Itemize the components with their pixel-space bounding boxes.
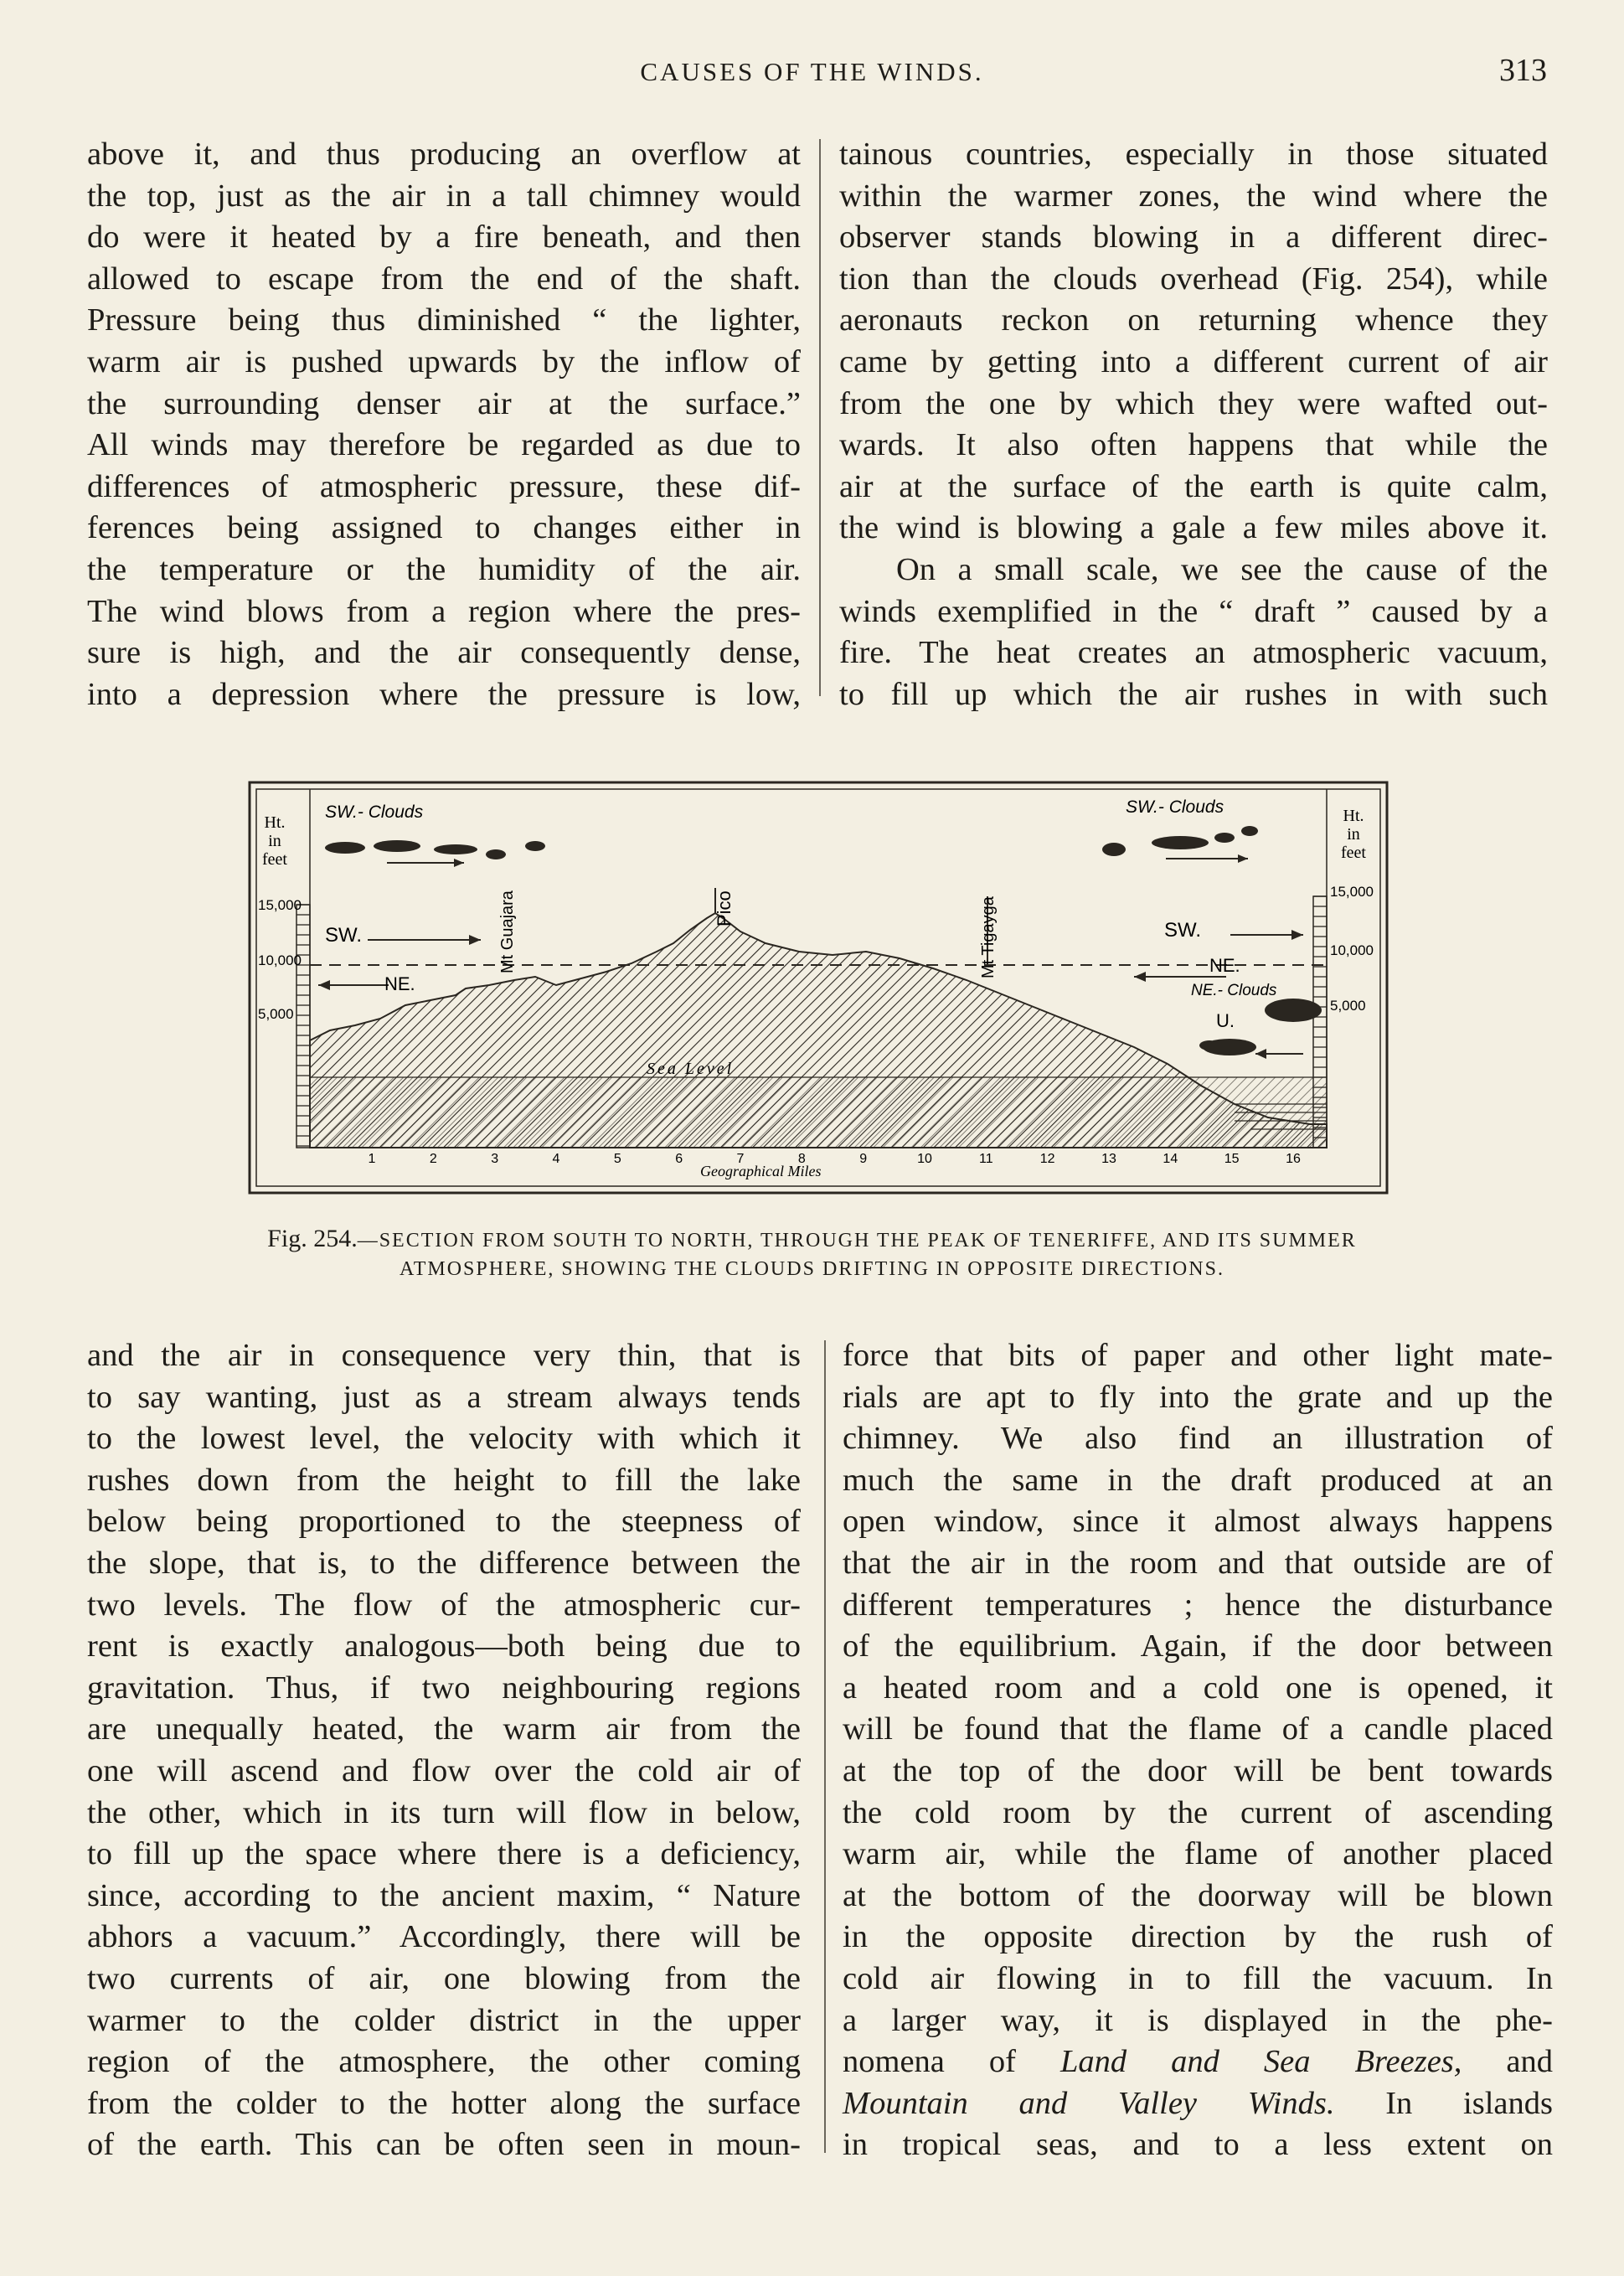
text-line: differences of atmospheric pressure, these dif- (87, 468, 801, 504)
ne-arrow-left (318, 980, 389, 990)
text-line: the cold room by the current of ascending (843, 1794, 1553, 1830)
italic-phrase: Land and Sea Breezes, (1059, 2044, 1462, 2080)
text-line: that the air in the room and that outside are of (843, 1545, 1553, 1581)
text-fragment: In islands (1385, 2085, 1553, 2121)
x-tick-label: 15 (1224, 1152, 1240, 1166)
figure-caption-line1 (0, 1225, 1624, 1253)
text-line: since, according to the ancient maxim, “ Nature (87, 1877, 801, 1913)
text-line: the other, which in its turn will flow in below, (87, 1794, 801, 1830)
x-tick-label: 14 (1163, 1152, 1178, 1166)
u-arrow (1255, 1049, 1303, 1059)
sw-arrow-left (368, 935, 481, 945)
text-line: tainous countries, especially in those situated (839, 137, 1548, 172)
caption-text-line2: ATMOSPHERE, SHOWING THE CLOUDS DRIFTING IN OPPOSITE DIRECTIONS. (400, 1258, 1224, 1280)
text-line: gravitation. Thus, if two neighbouring regions (87, 1670, 801, 1706)
text-line: rials are apt to fly into the grate and up the (843, 1379, 1553, 1415)
x-tick-label: 4 (552, 1152, 560, 1166)
lower-left-column (87, 1335, 801, 2166)
left-axis-label-ht: Ht. (264, 813, 286, 832)
text-line: force that bits of paper and other light mate- (843, 1338, 1553, 1373)
text-line: the top, just as the air in a tall chimney would (87, 178, 801, 214)
text-line: the wind is blowing a gale a few miles above it. (839, 510, 1548, 546)
figure-254 (246, 779, 1390, 1196)
upper-right-column (839, 134, 1548, 715)
x-axis-label: Geographical Miles (700, 1163, 822, 1179)
sea-level-band (310, 1077, 1327, 1148)
text-line: rushes down from the height to fill the lake (87, 1462, 801, 1498)
text-line: above it, and thus producing an overflow at (87, 137, 801, 172)
left-axis-label-feet: feet (262, 850, 287, 869)
text-fragment: nomena of (843, 2044, 1016, 2080)
text-line: warmer to the colder district in the upper (87, 2002, 801, 2038)
teneriffe-section-diagram (246, 779, 1390, 1196)
text-line: different temperatures ; hence the disturbance (843, 1587, 1553, 1623)
sw-label-left: SW. (325, 924, 363, 947)
left-tick-10000: 10,000 (258, 952, 302, 968)
x-axis-ticks (369, 1152, 1301, 1166)
sw-clouds-right (1102, 826, 1258, 856)
left-tick-15000: 15,000 (258, 897, 302, 913)
figure-label: Fig. 254. (267, 1225, 358, 1252)
text-line: aeronauts reckon on returning whence they (839, 302, 1548, 338)
x-tick-label: 6 (675, 1152, 683, 1166)
ne-clouds-label: NE.- Clouds (1191, 982, 1277, 999)
text-line: winds exemplified in the “ draft ” caused by a (839, 593, 1548, 629)
column-rule-lower (824, 1340, 826, 2153)
sea-level-label: Sea Level (647, 1060, 735, 1078)
x-tick-label: 9 (859, 1152, 868, 1166)
text-line: will be found that the flame of a candle placed (843, 1711, 1553, 1747)
x-tick-label: 5 (613, 1152, 621, 1166)
text-line: the temperature or the humidity of the air. (87, 551, 801, 587)
page-number: 313 (1499, 53, 1547, 88)
text-line: warm air is pushed upwards by the inflow of (87, 343, 801, 379)
text-line: chimney. We also find an illustration of (843, 1421, 1553, 1457)
text-line: below being proportioned to the steepness of (87, 1504, 801, 1540)
text-line: to fill up the space where there is a deficiency, (87, 1836, 801, 1872)
text-line: The wind blows from a region where the pres- (87, 593, 801, 629)
sw-clouds-left (325, 840, 545, 859)
caption-text-line1: —SECTION FROM SOUTH TO NORTH, THROUGH THE PEAK OF TENERIFFE, AND ITS SUMMER (357, 1230, 1357, 1252)
cloud-arrow-left (387, 859, 464, 867)
clouds-label-left: SW.- Clouds (325, 803, 424, 822)
text-line (843, 2041, 1553, 2083)
text-line: to say wanting, just as a stream always tends (87, 1379, 801, 1415)
text-line: All winds may therefore be regarded as due to (87, 427, 801, 463)
u-label: U. (1216, 1010, 1235, 1031)
right-tick-10000: 10,000 (1330, 942, 1374, 958)
text-line: into a depression where the pressure is low, (87, 676, 801, 712)
italic-phrase: Mountain and Valley Winds. (843, 2085, 1335, 2121)
x-tick-label: 12 (1039, 1152, 1055, 1166)
text-line: in the opposite direction by the rush of (843, 1919, 1553, 1955)
text-line: one will ascend and flow over the cold air of (87, 1752, 801, 1788)
text-line: within the warmer zones, the wind where the (839, 178, 1548, 214)
x-tick-label: 8 (797, 1152, 806, 1166)
text-line: are unequally heated, the warm air from the (87, 1711, 801, 1747)
text-line: at the bottom of the doorway will be blown (843, 1877, 1553, 1913)
upper-left-column (87, 134, 801, 715)
text-line: a larger way, it is displayed in the phe- (843, 2002, 1553, 2038)
text-line: wards. It also often happens that while the (839, 427, 1548, 463)
text-line: Pressure being thus diminished “ the lighter, (87, 302, 801, 338)
text-line: cold air flowing in to fill the vacuum. In (843, 1960, 1553, 1996)
text-line: On a small scale, we see the cause of the (896, 551, 1548, 587)
x-tick-label: 1 (368, 1152, 376, 1166)
text-line: much the same in the draft produced at an (843, 1462, 1553, 1498)
text-line: from the one by which they were wafted out- (839, 385, 1548, 421)
right-tick-15000: 15,000 (1330, 884, 1374, 900)
text-line: and the air in consequence very thin, that is (87, 1338, 801, 1373)
text-line: to fill up which the air rushes in with such (839, 676, 1548, 712)
sw-arrow-right (1230, 930, 1303, 940)
x-tick-label: 7 (736, 1152, 745, 1166)
text-line: fire. The heat creates an atmospheric vacuum, (839, 635, 1548, 671)
text-line: in tropical seas, and to a less extent on (843, 2127, 1553, 2163)
text-line: came by getting into a different current of air (839, 343, 1548, 379)
left-tick-5000: 5,000 (258, 1006, 294, 1022)
peak-label-guajara: Mt Guajara (498, 890, 517, 973)
right-axis-label-in: in (1347, 825, 1360, 844)
right-axis-label-feet: feet (1341, 844, 1366, 862)
text-fragment: and (1506, 2044, 1554, 2080)
text-line: sure is high, and the air consequently dense, (87, 635, 801, 671)
sw-label-right: SW. (1164, 919, 1202, 942)
text-line: a heated room and a cold one is opened, it (843, 1670, 1553, 1706)
cloud-arrow-right (1166, 854, 1248, 863)
text-line: warm air, while the flame of another placed (843, 1836, 1553, 1872)
ne-label-right: NE. (1209, 955, 1240, 976)
text-line: of the equilibrium. Again, if the door between (843, 1628, 1553, 1664)
text-line: do were it heated by a fire beneath, and then (87, 219, 801, 255)
text-line: of the earth. This can be often seen in moun- (87, 2127, 801, 2163)
text-line: observer stands blowing in a different direc- (839, 219, 1548, 255)
text-line: region of the atmosphere, the other coming (87, 2044, 801, 2080)
text-line: the slope, that is, to the difference between the (87, 1545, 801, 1581)
right-axis-label-ht: Ht. (1343, 807, 1364, 825)
x-tick-label: 16 (1286, 1152, 1301, 1166)
right-tick-5000: 5,000 (1330, 998, 1366, 1014)
text-line: abhors a vacuum.” Accordingly, there will be (87, 1919, 801, 1955)
peak-label-tigayga: Mt Tigayga (979, 896, 998, 978)
x-tick-label: 13 (1101, 1152, 1116, 1166)
text-line: two levels. The flow of the atmospheric cur- (87, 1587, 801, 1623)
peak-label-pico: Pico (714, 890, 735, 926)
x-tick-label: 11 (979, 1152, 993, 1166)
text-line: open window, since it almost always happens (843, 1504, 1553, 1540)
text-line: from the colder to the hotter along the surface (87, 2085, 801, 2121)
text-line: ferences being assigned to changes either in (87, 510, 801, 546)
text-line (843, 2083, 1553, 2125)
lower-right-column (843, 1335, 1553, 2166)
left-axis-label-in: in (268, 832, 281, 850)
text-line: rent is exactly analogous—both being due to (87, 1628, 801, 1664)
x-tick-label: 3 (491, 1152, 499, 1166)
clouds-label-right: SW.- Clouds (1126, 797, 1224, 817)
x-tick-label: 10 (917, 1152, 932, 1166)
text-line: air at the surface of the earth is quite calm, (839, 468, 1548, 504)
running-head: CAUSES OF THE WINDS. (640, 57, 984, 86)
text-line: allowed to escape from the end of the shaft. (87, 261, 801, 297)
text-line: two currents of air, one blowing from the (87, 1960, 801, 1996)
x-tick-label: 2 (429, 1152, 437, 1166)
text-line: tion than the clouds overhead (Fig. 254), while (839, 261, 1548, 297)
figure-caption-line2 (0, 1258, 1624, 1281)
text-line: at the top of the door will be bent towards (843, 1752, 1553, 1788)
ne-label-left: NE. (384, 973, 415, 994)
left-scale-ladder (296, 905, 310, 1148)
text-line: to the lowest level, the velocity with which it (87, 1421, 801, 1457)
column-rule-upper (819, 139, 821, 696)
text-line: the surrounding denser air at the surface.” (87, 385, 801, 421)
